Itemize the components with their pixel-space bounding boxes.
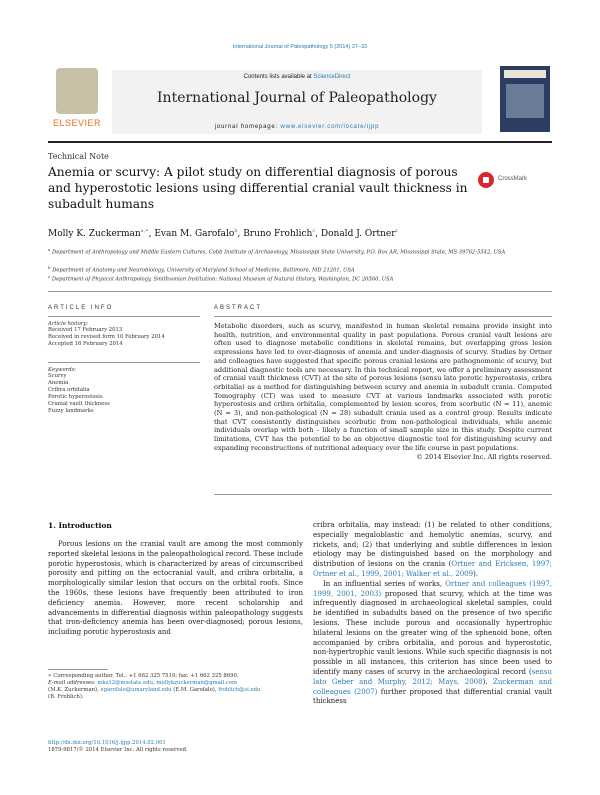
history-received: Received 17 February 2013 — [48, 327, 123, 333]
masthead-center — [112, 70, 482, 134]
doi-block — [48, 740, 303, 754]
author-list: Molly K. Zuckerman$^{a,∗}$, Evan M. Garofalo$^b$, Bruno Frohlich$^c$, Donald J. Ortner$^c$ — [48, 228, 399, 239]
publisher-name: ELSEVIER — [52, 118, 102, 128]
keyword: Porotic hyperostosis — [48, 394, 103, 400]
email-link[interactable]: egarofalo@umaryland.edu — [100, 687, 172, 693]
divider — [214, 494, 552, 495]
affiliation: $^a$ Department of Anthropology and Middle Eastern Cultures, Cobb Institute of Archaeology, Mississippi State University, P.O. Box AR, Mississippi State, MS 39762-5542, USA — [48, 247, 506, 256]
email-link[interactable]: frohlich@si.edu — [218, 687, 261, 693]
author[interactable]: Evan M. Garofalo — [154, 229, 235, 239]
article-history: Article history: Received 17 February 2013 Received in revised form 10 February 2014 Accepted 16 February 2014 — [48, 321, 200, 348]
divider — [48, 291, 552, 292]
history-revised: Received in revised form 10 February 2014 — [48, 334, 165, 340]
divider — [48, 362, 200, 363]
email-link[interactable]: mkz12@msstate.edu — [97, 680, 154, 686]
author[interactable]: Molly K. Zuckerman — [48, 229, 141, 239]
doi-link[interactable]: http://dx.doi.org/10.1016/j.ijpp.2014.02.001 — [48, 740, 166, 746]
divider — [48, 316, 200, 317]
footnote-divider — [48, 669, 108, 670]
abstract-heading: ABSTRACT — [214, 305, 263, 311]
contents-line: Contents lists available at ScienceDirect — [243, 74, 351, 80]
journal-masthead — [48, 66, 552, 138]
article-info-heading: ARTICLE INFO — [48, 305, 114, 311]
keyword: Cribra orbitalia — [48, 387, 90, 393]
article-type: Technical Note — [48, 152, 109, 161]
article-title: Anemia or scurvy: A pilot study on differential diagnosis of porous and hyperostotic lesions using differential cranial vault thickness in subadult humans — [48, 165, 468, 211]
homepage-line: journal homepage: www.elsevier.com/locate/ijpp — [214, 124, 380, 130]
keyword: Anemia — [48, 380, 69, 386]
elsevier-logo — [48, 66, 106, 132]
keywords: Keywords: Scurvy Anemia Cribra orbitalia Porotic hyperostosis Cranial vault thickness Fuzzy landmarks — [48, 367, 200, 415]
keyword: Fuzzy landmarks — [48, 408, 94, 414]
paragraph: cribra orbitalia, may instead: (1) be related to other conditions, especially megaloblastic and hemolytic anemias, scurvy, and rickets, and; (2) that underlying and subtle differences in lesion etiology may be distinguished based on the morphology and distribution of lesions on the crania (Ortner and Ericksen, 1997; Ortner et al., 1999, 2001; Walker et al., 2009). — [313, 521, 553, 578]
affiliation: $^c$ Department of Physical Anthropology, Smithsonian Institution: National Museum of Natural History, Washington, DC 20560, USA — [48, 274, 394, 283]
keyword: Cranial vault thickness — [48, 401, 110, 407]
issn-line: 1879-9817/© 2014 Elsevier Inc. All rights reserved. — [48, 747, 188, 753]
sciencedirect-link[interactable]: ScienceDirect — [313, 74, 351, 80]
citation-link[interactable]: Zuckerman and colleagues (2007) — [313, 677, 552, 696]
header-divider — [48, 141, 552, 143]
homepage-link[interactable]: www.elsevier.com/locate/ijpp — [280, 124, 380, 130]
affiliation: $^b$ Department of Anatomy and Neurobiology, University of Maryland School of Medicine, Baltimore, MD 21201, USA — [48, 265, 355, 274]
section-heading-introduction: 1. Introduction — [48, 521, 112, 530]
footnotes: ∗ Corresponding author. Tel.: +1 662 325 7519; fax: +1 662 325 8690. E-mail addresses: mkz12@msstate.edu, mollykzuckerman@gmail.com (M.K. Zuckerman), egarofalo@umaryland.edu (E.M. Garofalo), frohlich@si.edu (B. Frohlich). — [48, 673, 303, 701]
paragraph: Porous lesions on the cranial vault are among the most commonly reported skeletal lesions in the paleopathological record. These include porotic hyperostosis, which is characterized by areas of circumscribed porosity and pitting on the ectocranial vault, and cribra orbitalia, a morphologically similar lesion that occurs on the orbital roofs. Since the 1960s, these lesions have frequently been attributed to iron deficiency anemia. However, more recent scholarship and advancements in differential diagnosis within paleopathology suggests that iron-deficiency anemia has been over-diagnosed; porous lesions, including porotic hyperostosis and — [48, 540, 303, 637]
elsevier-tree-icon — [56, 68, 98, 114]
citation-link[interactable]: sensu lato Geber and Murphy, 2012; Mays, 2008 — [313, 667, 552, 686]
abstract-body: Metabolic disorders, such as scurvy, manifested in human skeletal remains provide insight into health, nutrition, and environmental quality in past populations. Porous cranial vault lesions are often used to diagnose metabolic conditions in skeletal remains, but overlapping gross lesion expressions have led to over-diagnosis of anemia and under-diagnosis of scurvy. Studies by Ortner and colleagues have suggested that specific porous cranial lesions are pathognomonic of scurvy, but additional diagnostic tools are necessary. In this technical report, we offer a preliminary assessment of cranial vault thickness (CVT) at the site of porous lesions (sensu lato porotic hyperostosis, cribra orbitalia) as a method for distinguishing between scurvy and anemia in subadult crania. Computed Tomography (CT) was used to measure CVT at various landmarks associated with porotic hyperostosis and cribra orbitalia, complemented by lesion scores, from scorbutic (N = 11), anemic (N = 3), and non-pathological (N = 28) subadult crania used as a control group. Results indicate that CVT consistently distinguishes scorbutic from non-pathological individuals, while anemic individuals overlap with both – likely a function of small sample size in this study. Despite current limitations, CVT has the potential to be an objective diagnostic tool for distinguishing scurvy and expanding reconstructions of nutritional adequacy over the life course in past populations. © 2014 Elsevier Inc. All rights reserved. — [214, 322, 552, 461]
journal-title: International Journal of Paleopathology — [157, 90, 437, 106]
divider — [214, 316, 552, 317]
citation-link[interactable]: Ortner and Ericksen, 1997; Ortner et al., 1999, 2001; Walker et al., 2009 — [313, 560, 553, 578]
copyright: © 2014 Elsevier Inc. All rights reserved. — [416, 452, 552, 461]
keyword: Scurvy — [48, 373, 67, 379]
crossmark-badge[interactable]: CrossMark — [478, 172, 552, 188]
email-link[interactable]: mollykzuckerman@gmail.com — [156, 680, 238, 686]
author[interactable]: Bruno Frohlich — [243, 229, 313, 239]
paragraph: In an influential series of works, Ortner and colleagues (1997, 1999, 2001, 2003) proposed that scurvy, which at the time was infrequently diagnosed in archaeological skeletal samples, could be identified in subadults based on the presence of two specific lesions. These include porous and occasionally hypertrophic bilateral lesions on the greater wing of the sphenoid bone, often accompanied by cribra orbitalia, and porous and hyperostotic, non-hypertrophic vault lesions. While such specific diagnosis is not possible in all instances, this criterion has since been used to identify many cases of scurvy in the archaeological record (sensu lato Geber and Murphy, 2012; Mays, 2008). Zuckerman and colleagues (2007) further proposed that differential cranial vault thickness — [313, 579, 553, 706]
history-accepted: Accepted 16 February 2014 — [48, 341, 123, 347]
author[interactable]: Donald J. Ortner — [320, 229, 396, 239]
journal-cover-image — [500, 66, 550, 132]
crossmark-icon — [478, 172, 494, 188]
corresponding-author: ∗ Corresponding author. Tel.: +1 662 325 7519; fax: +1 662 325 8690. — [48, 673, 239, 679]
intro-left-column — [48, 540, 303, 638]
journal-reference[interactable]: International Journal of Paleopathology 5 (2014) 27–33 — [232, 44, 368, 50]
intro-right-column — [313, 521, 552, 707]
citation-link[interactable]: Ortner and colleagues (1997, 1999, 2001, 2003) — [313, 579, 552, 598]
